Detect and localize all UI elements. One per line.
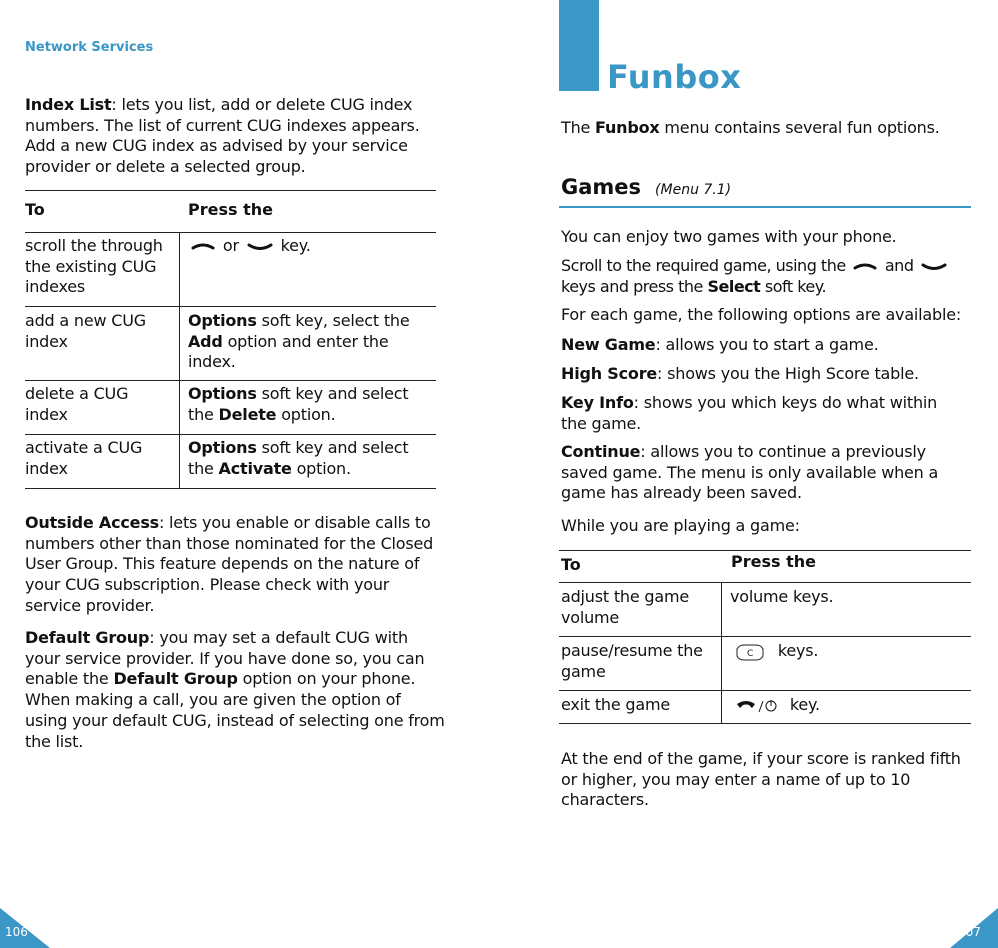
key-text: key.: [280, 236, 311, 255]
option-term: Key Info: [561, 393, 634, 412]
table-header-press: Press the: [731, 552, 816, 571]
or-text: or: [222, 236, 239, 255]
plain-text: Scroll to the required game, using the: [561, 256, 846, 275]
option-continue: [561, 442, 961, 504]
option-text: : allows you to continue a previously saved game. The menu is only available when a game has already been saved.: [561, 442, 939, 503]
default-group-text: : you may set a default CUG with your service provider. If you have done so, you can enable the: [25, 628, 425, 689]
section-rule: [559, 206, 971, 208]
plain-text: The: [561, 118, 596, 137]
table-row-press: [733, 695, 973, 716]
games-heading: Games: [561, 175, 642, 199]
option-text: : shows you the High Score table.: [657, 364, 919, 383]
option-new-game: [561, 335, 971, 356]
plain-text: soft key and select the: [188, 438, 409, 478]
bold-text: Add: [188, 331, 223, 351]
table-row-rule: [25, 380, 436, 381]
table-header-to: To: [25, 200, 45, 219]
soft-key-down-icon: [918, 260, 950, 274]
and-text: and: [884, 256, 914, 275]
end-note: At the end of the game, if your score is ranked fifth or higher, you may enter a name of up to 10 characters.: [561, 749, 961, 810]
table-row-to: scroll the through the existing CUG indexes: [25, 236, 163, 296]
outside-access-paragraph: [25, 513, 445, 617]
funbox-intro: [561, 118, 981, 139]
plain-text: option and enter the index.: [188, 331, 389, 371]
table-row-to: exit the game: [561, 695, 670, 714]
table-row-press: [188, 236, 433, 257]
menu-reference: (Menu 7.1): [655, 182, 732, 198]
option-text: : shows you which keys do what within the game.: [561, 393, 938, 433]
table-row-rule: [25, 434, 436, 435]
default-group-term: Default Group: [25, 628, 150, 647]
plain-text: soft key and select the: [188, 384, 409, 424]
table-bottom-rule: [559, 723, 971, 724]
soft-key-up-icon: [188, 240, 218, 254]
bold-text: Options: [188, 438, 257, 457]
table-row-rule: [25, 306, 436, 307]
table-row-rule: [559, 690, 971, 691]
c-key-icon: [733, 642, 767, 662]
plain-text: soft key.: [760, 276, 827, 296]
table-row-to: delete a CUG index: [25, 384, 129, 424]
index-list-text: : lets you list, add or delete CUG index numbers. The list of current CUG indexes appears. Add a new CUG index as advised by your service provider or delete a selected group.: [25, 95, 420, 177]
index-list-term: Index List: [25, 95, 112, 114]
table-row-to: pause/resume the game: [561, 641, 703, 681]
for-each-text: For each game, the following options are available:: [561, 305, 962, 324]
table-column-divider: [721, 582, 722, 724]
bold-text: Options: [188, 311, 257, 330]
table-row-to: activate a CUG index: [25, 438, 143, 478]
table-row-press: [188, 438, 433, 479]
table-row-to: adjust the game volume: [561, 587, 689, 627]
svg-text:C: C: [746, 648, 754, 659]
soft-key-down-icon: [244, 240, 276, 254]
index-list-paragraph: [25, 95, 445, 178]
keys-text: keys.: [777, 641, 819, 660]
bold-text: Select: [707, 276, 761, 296]
section-title: [561, 175, 731, 199]
scroll-instructions: [561, 256, 976, 297]
option-text: : allows you to start a game.: [655, 335, 879, 354]
option-high-score: [561, 364, 971, 385]
while-playing-text: While you are playing a game:: [561, 516, 800, 535]
page-number-left: 106: [5, 925, 28, 939]
option-term: Continue: [561, 442, 641, 461]
bold-text: Activate: [218, 458, 292, 478]
plain-text: soft key, select the: [256, 311, 410, 330]
page-title: Funbox: [607, 58, 742, 96]
plain-text: keys and press the: [561, 276, 708, 296]
table-row-press: [188, 384, 433, 425]
plain-text: option.: [291, 458, 351, 478]
table-row-press: [188, 311, 433, 373]
table-top-rule: [25, 190, 436, 191]
bold-text: Delete: [218, 404, 277, 424]
soft-key-up-icon: [850, 260, 880, 274]
bold-text: Funbox: [595, 118, 660, 137]
table-header-to: To: [561, 555, 581, 574]
table-row-press: [733, 641, 973, 662]
table-header-rule: [559, 582, 971, 583]
outside-access-text: : lets you enable or disable calls to numbers other than those nominated for the Closed User Group. This feature depends on the nature of your CUG subscription. Please check with your service provider.: [25, 513, 434, 615]
table-column-divider: [179, 232, 180, 488]
key-text: key.: [789, 695, 820, 714]
plain-text: option.: [276, 404, 336, 424]
option-key-info: [561, 393, 961, 434]
table-bottom-rule: [25, 488, 436, 489]
table-header-press: Press the: [188, 200, 273, 219]
end-power-key-icon: [733, 697, 781, 715]
plain-text: menu contains several fun options.: [659, 118, 940, 137]
table-header-rule: [25, 232, 436, 233]
default-group-term-2: Default Group: [113, 669, 238, 689]
option-term: New Game: [561, 335, 656, 354]
table-row-rule: [559, 636, 971, 637]
option-term: High Score: [561, 364, 658, 383]
outside-access-term: Outside Access: [25, 513, 159, 532]
page-number-right: 107: [958, 925, 981, 939]
default-group-paragraph: [25, 628, 445, 752]
table-row-to: add a new CUG index: [25, 311, 146, 351]
default-group-text-2: option on your phone. When making a call, you are given the option of using your default CUG, instead of selecting one from the list.: [25, 669, 445, 751]
table-top-rule: [559, 550, 971, 551]
enjoy-text: You can enjoy two games with your phone.: [561, 227, 897, 246]
bold-text: Options: [188, 384, 257, 403]
section-header: Network Services: [25, 40, 154, 55]
title-accent-bar: [559, 0, 599, 91]
table-row-press: volume keys.: [730, 587, 834, 606]
